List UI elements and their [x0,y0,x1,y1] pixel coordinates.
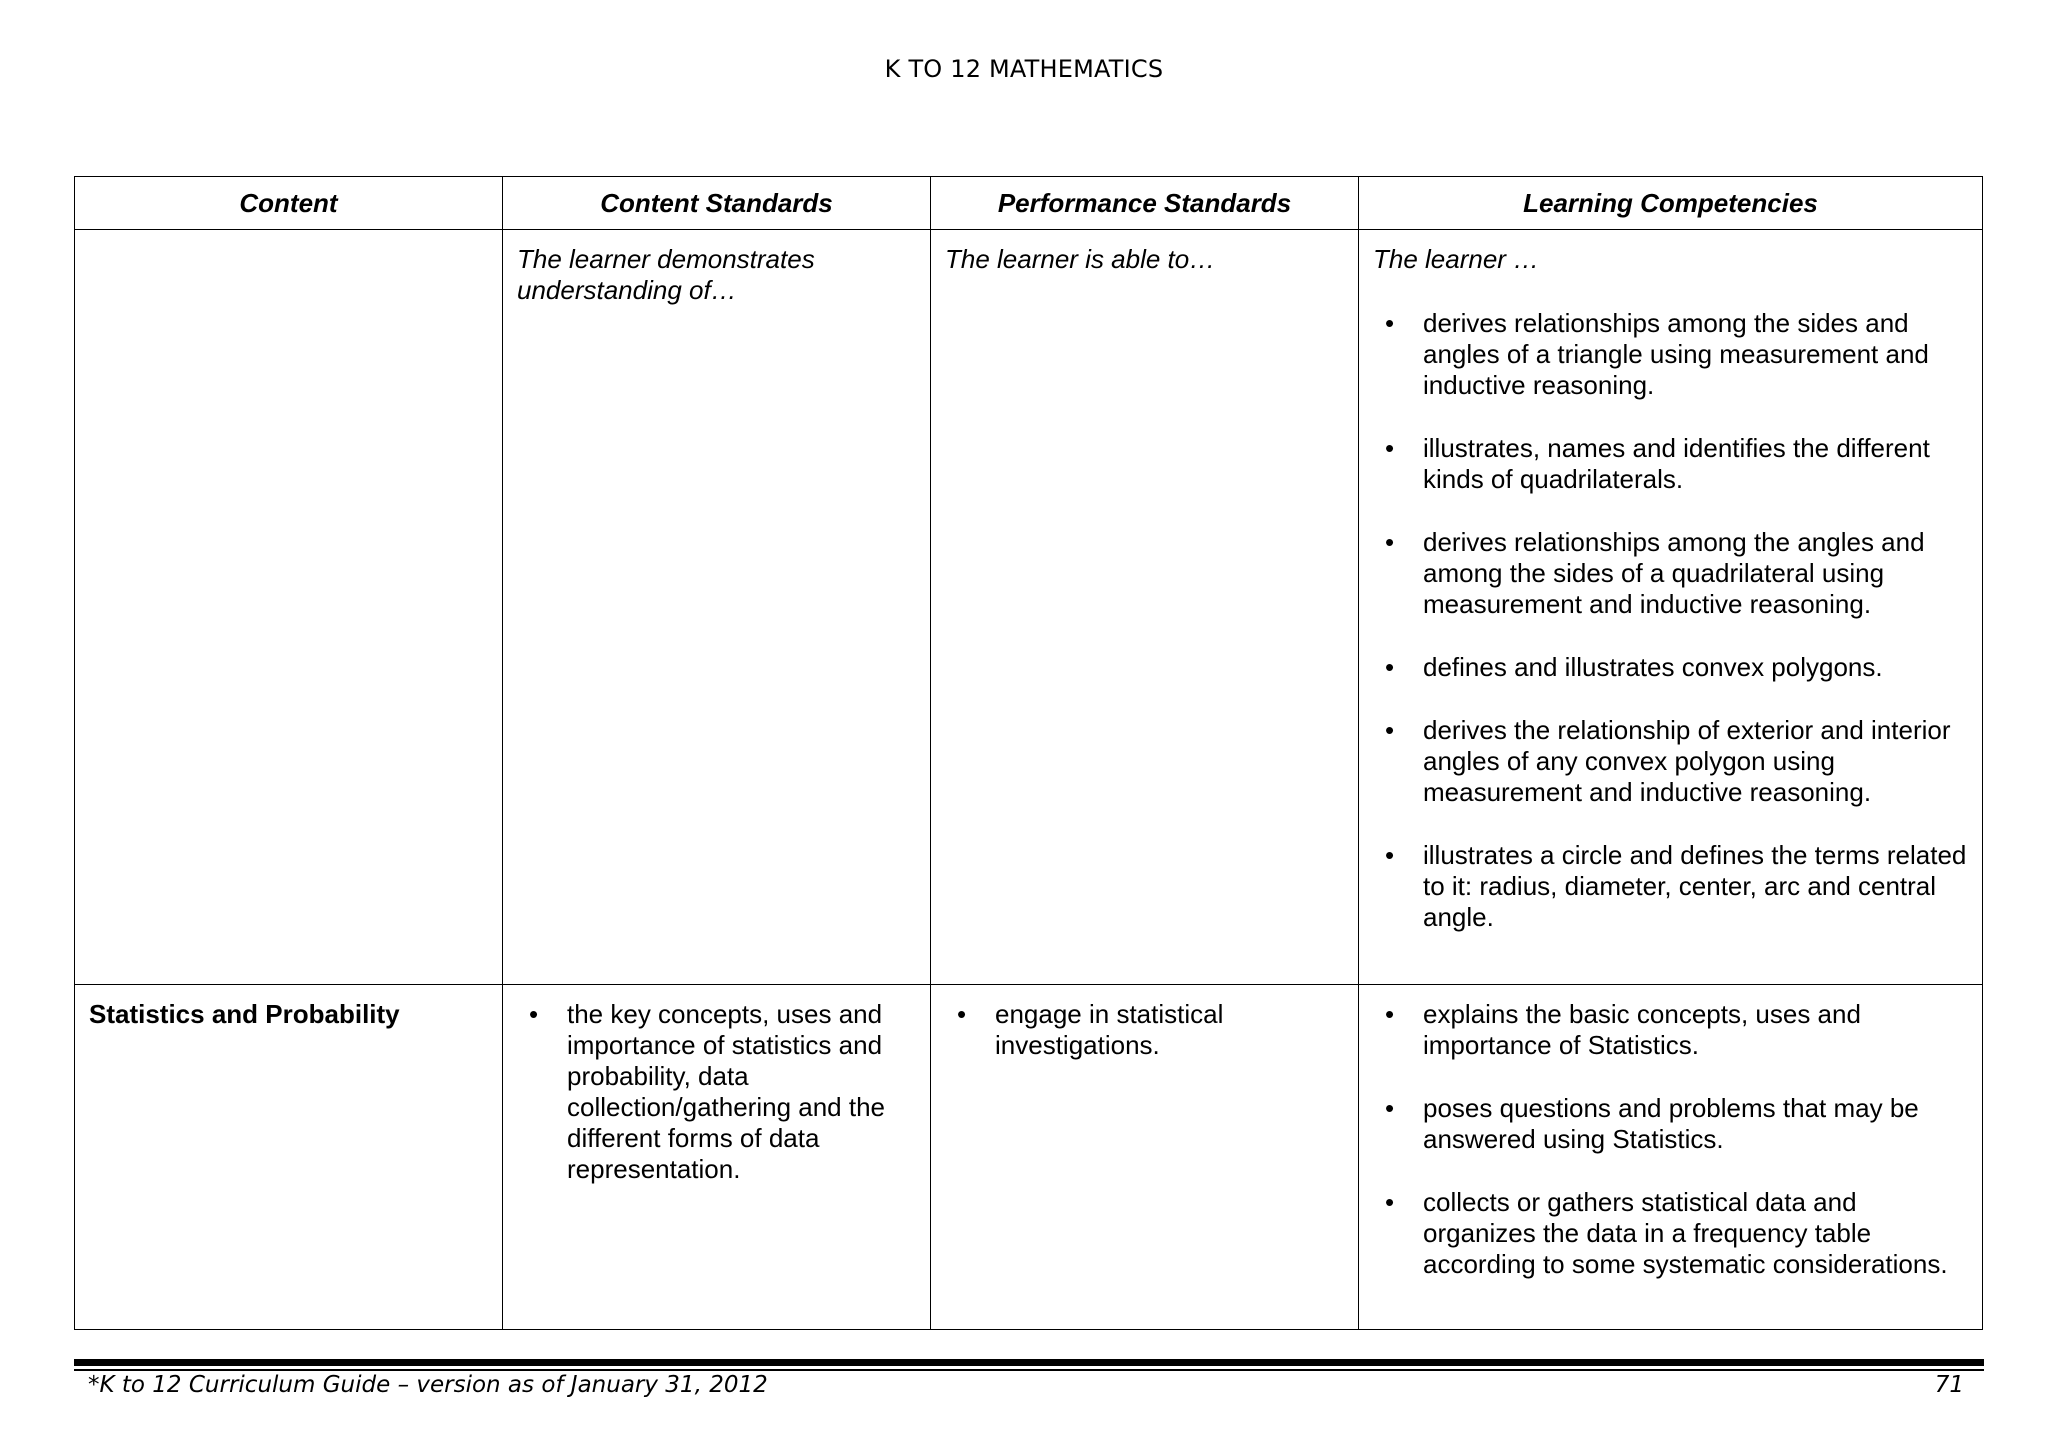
column-header-content: Content [75,177,503,230]
learning-competencies-cell [1359,230,1983,985]
performance-standards-cell [931,230,1359,985]
column-header-performance-standards: Performance Standards [931,177,1359,230]
list-item: • poses questions and problems that may be answered using Statistics. [1373,1093,1968,1155]
column-header-content-standards: Content Standards [503,177,931,230]
list-item: • derives the relationship of exterior and interior angles of any convex polygon using measurement and inductive reasoning. [1373,715,1968,808]
table-header-row [75,177,1983,230]
list-item: • engage in statistical investigations. [945,999,1344,1061]
list-item: • the key concepts, uses and importance of statistics and probability, data collection/gathering and the different forms of data representation. [517,999,916,1185]
table-row [75,230,1983,985]
learning-competencies-cell [1359,985,1983,1330]
footer-rule-thin [74,1369,1984,1371]
content-cell [75,230,503,985]
list-item: • collects or gathers statistical data and organizes the data in a frequency table according to some systematic considerations. [1373,1187,1968,1280]
content-standards-list [517,999,916,1185]
list-item: • explains the basic concepts, uses and importance of Statistics. [1373,999,1968,1061]
list-item: • illustrates a circle and defines the terms related to it: radius, diameter, center, arc and central angle. [1373,840,1968,933]
page-number: 71 [1934,1372,1964,1398]
list-item: • derives relationships among the angles and among the sides of a quadrilateral using measurement and inductive reasoning. [1373,527,1968,620]
competencies-list [1373,308,1968,933]
performance-standards-list [945,999,1344,1061]
page-header: K TO 12 MATHEMATICS [884,55,1164,83]
curriculum-table [74,176,1983,1330]
footer-rule-thick [74,1359,1984,1366]
content-cell [75,985,503,1330]
list-item: • defines and illustrates convex polygons. [1373,652,1968,683]
content-label: Statistics and Probability [89,999,400,1029]
column-header-learning-competencies: Learning Competencies [1359,177,1983,230]
performance-standards-cell [931,985,1359,1330]
content-standards-intro: The learner demonstrates understanding of… [517,244,815,305]
competencies-intro: The learner … [1373,244,1540,274]
content-standards-cell [503,230,931,985]
competencies-list [1373,999,1968,1280]
list-item: • derives relationships among the sides and angles of a triangle using measurement and inductive reasoning. [1373,308,1968,401]
list-item: • illustrates, names and identifies the different kinds of quadrilaterals. [1373,433,1968,495]
footer-note: *K to 12 Curriculum Guide – version as of January 31, 2012 [88,1372,768,1398]
content-standards-cell [503,985,931,1330]
table-row [75,985,1983,1330]
performance-standards-intro: The learner is able to… [945,244,1216,274]
